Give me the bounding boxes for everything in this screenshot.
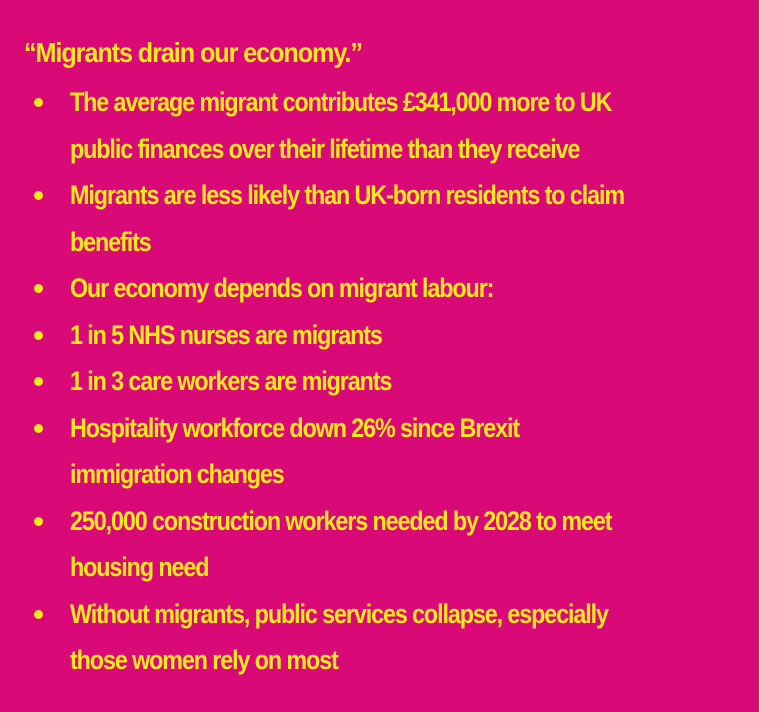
bullet-dot-icon [34, 517, 43, 526]
fact-line: those women rely on most [70, 645, 338, 675]
fact-item [24, 405, 759, 498]
bullet-dot-icon [34, 191, 43, 200]
fact-line: The average migrant contributes £341,000 more to UK [70, 87, 612, 117]
fact-item [24, 358, 759, 405]
fact-line: immigration changes [70, 459, 284, 489]
bullet-dot-icon [34, 424, 43, 433]
card-heading: “Migrants drain our economy.” [24, 37, 362, 68]
fact-item [24, 172, 759, 265]
bullet-dot-icon [34, 377, 43, 386]
fact-line: 250,000 construction workers needed by 2028 to meet [70, 505, 612, 536]
fact-line: housing need [70, 552, 209, 582]
fact-list [24, 79, 749, 684]
fact-item [24, 591, 759, 684]
fact-line: Migrants are less likely than UK-born residents to claim [70, 180, 624, 210]
bullet-dot-icon [34, 284, 43, 293]
fact-item [24, 265, 759, 312]
fact-line: Without migrants, public services collapse, especially [70, 598, 608, 629]
fact-line: public finances over their lifetime than they receive [70, 133, 580, 164]
fact-line: Hospitality workforce down 26% since Brexit [70, 412, 520, 443]
fact-line: 1 in 3 care workers are migrants [70, 366, 392, 396]
bullet-dot-icon [34, 98, 43, 107]
fact-item [24, 498, 759, 591]
fact-item [24, 79, 759, 172]
fact-line: 1 in 5 NHS nurses are migrants [70, 319, 382, 350]
fact-item [24, 312, 759, 359]
fact-line: benefits [70, 226, 151, 257]
fact-line: Our economy depends on migrant labour: [70, 273, 494, 303]
bullet-dot-icon [34, 610, 43, 619]
bullet-dot-icon [34, 331, 43, 340]
